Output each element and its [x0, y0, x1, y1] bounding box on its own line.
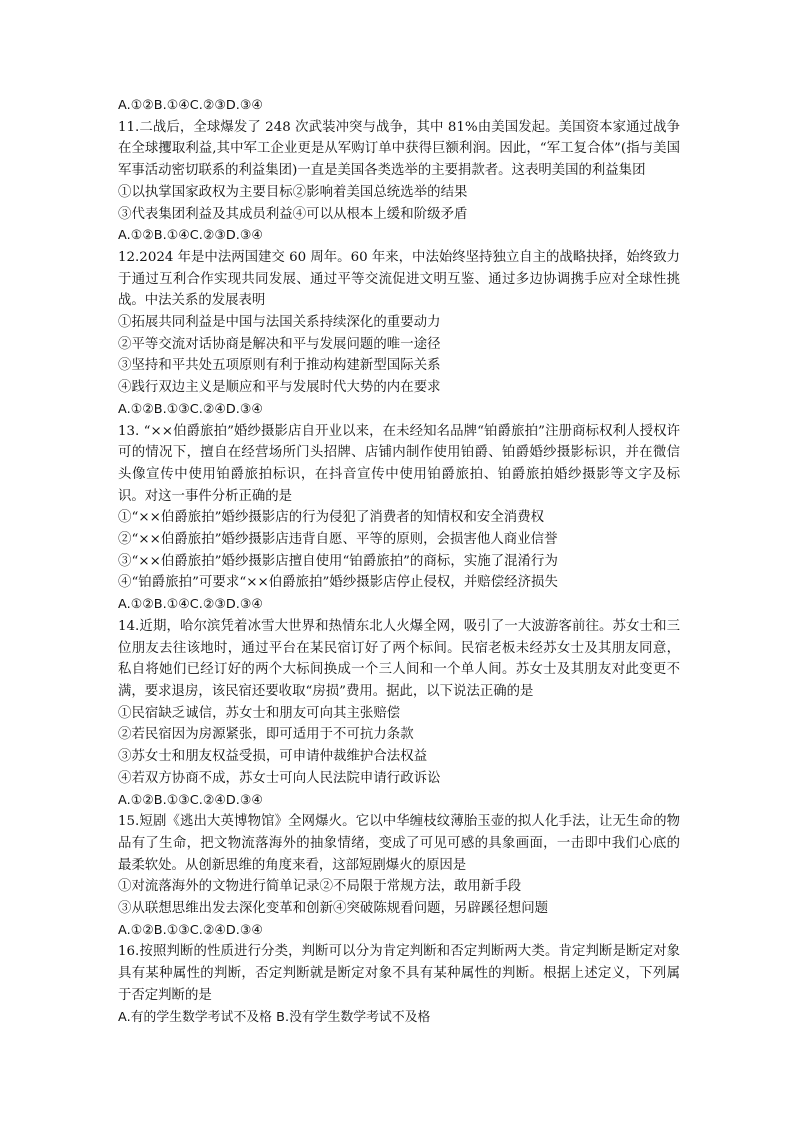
question-15 — [118, 811, 680, 941]
q10-answer-options: A.①②B.①④C.②③D.③④ — [118, 98, 263, 113]
q13-option-line-3: ③“××伯爵旅拍”婚纱摄影店擅自使用“铂爵旅拍”的商标，实施了混淆行为 — [118, 553, 558, 569]
q11-answer-options: A.①②B.①④C.②③D.③④ — [118, 228, 263, 244]
question-16 — [118, 941, 680, 1028]
q12-option-line-1: ①拓展共同利益是中国与法国关系持续深化的重要动力 — [118, 315, 441, 331]
question-13 — [118, 421, 680, 616]
question-12 — [118, 247, 680, 421]
q12-option-line-3: ③坚持和平共处五项原则有利于推动构建新型国际关系 — [118, 358, 441, 374]
q15-option-line-1: ①对流落海外的文物进行简单记录②不局限于常规方法，敢用新手段 — [118, 879, 522, 895]
q12-answer-options: A.①②B.①③C.②④D.③④ — [118, 401, 263, 417]
q14-option-line-3: ③苏女士和朋友权益受损，可申请仲裁维护合法权益 — [118, 749, 428, 765]
q11-stem: 11.二战后，全球爆发了 248 次武装冲突与战争，其中 81%由美国发起。美国资本家通过战争在全球攫取利益,其中军工企业更是从军购订单中获得巨额利润。因此，“军工复合体”(指与美国军事活动密切联系的利益集团)一直是美国各类选举的主要捐款者。这表明美国的利益集团 — [118, 119, 680, 179]
q15-stem: 15.短剧《逃出大英博物馆》全网爆火。它以中华缠枝纹薄胎玉壶的拟人化手法，让无生命的物品有了生命，把文物流落海外的抽象情绪，变成了可见可感的具象画面，一击即中我们心底的最柔软处。从创新思维的角度来看，这部短剧爆火的原因是 — [118, 814, 680, 873]
q14-option-line-4: ④若双方协商不成，苏女士可向人民法院申请行政诉讼 — [118, 770, 441, 786]
question-11 — [118, 117, 680, 247]
q11-option-line-2: ③代表集团利益及其成员利益④可以从根本上缓和阶级矛盾 — [118, 206, 468, 222]
q11-option-line-1: ①以执掌国家政权为主要目标②影响着美国总统选举的结果 — [118, 184, 468, 200]
q14-stem: 14.近期，哈尔滨凭着冰雪大世界和热情东北人火爆全网，吸引了一大波游客前往。苏女士和三位朋友去往该地时，通过平台在某民宿订好了两个标间。民宿老板未经苏女士及其朋友同意，私自将她们已经订好的两个大标间换成一个三人间和一个单人间。苏女士及其朋友对此变更不满，要求退房，该民宿还要收取“房损”费用。据此，以下说法正确的是 — [118, 618, 680, 699]
q14-option-line-1: ①民宿缺乏诚信，苏女士和朋友可向其主张赔偿 — [118, 705, 401, 721]
q12-option-line-2: ②平等交流对话协商是解决和平与发展问题的唯一途径 — [118, 336, 441, 352]
q13-option-line-1: ①“××伯爵旅拍”婚纱摄影店的行为侵犯了消费者的知情权和安全消费权 — [118, 510, 545, 526]
q15-option-line-2: ③从联想思维出发去深化变革和创新④突破陈规看问题，另辟蹊径想问题 — [118, 901, 549, 917]
q12-option-line-4: ④践行双边主义是顺应和平与发展时代大势的内在要求 — [118, 380, 441, 396]
q15-answer-options: A.①②B.①③C.②④D.③④ — [118, 922, 263, 938]
q16-answer-options: A.有的学生数学考试不及格 B.没有学生数学考试不及格 — [118, 1009, 431, 1025]
q12-stem: 12.2024 年是中法两国建交 60 周年。60 年来，中法始终坚持独立自主的战略抉择，始终致力于通过互利合作实现共同发展、通过平等交流促进文明互鉴、通过多边协调携手应对全球性挑战。中法关系的发展表明 — [118, 249, 680, 309]
q13-option-line-4: ④“铂爵旅拍”可要求“××伯爵旅拍”婚纱摄影店停止侵权，并赔偿经济损失 — [118, 575, 558, 591]
q13-stem: 13. “××伯爵旅拍”婚纱摄影店自开业以来，在未经知名品牌“铂爵旅拍”注册商标权利人授权许可的情况下，擅自在经营场所门头招牌、店铺内制作使用铂爵、铂爵婚纱摄影标识，并在微信头像宣传中使用铂爵旅拍标识，在抖音宣传中使用铂爵旅拍、铂爵旅拍婚纱摄影等文字及标识。对这一事件分析正确的是 — [118, 423, 680, 504]
q14-option-line-2: ②若民宿因为房源紧张，即可适用于不可抗力条款 — [118, 727, 414, 743]
q16-stem: 16.按照判断的性质进行分类，判断可以分为肯定判断和否定判断两大类。肯定判断是断定对象具有某种属性的判断，否定判断就是断定对象不具有某种属性的判断。根据上述定义，下列属于否定判断的是 — [118, 944, 680, 1003]
q13-option-line-2: ②“××伯爵旅拍”婚纱摄影店违背自愿、平等的原则，会损害他人商业信誉 — [118, 532, 558, 548]
q14-answer-options: A.①②B.①③C.②④D.③④ — [118, 792, 263, 808]
question-14 — [118, 616, 680, 811]
exam-page — [118, 95, 680, 1028]
q13-answer-options: A.①②B.①④C.②③D.③④ — [118, 597, 263, 613]
